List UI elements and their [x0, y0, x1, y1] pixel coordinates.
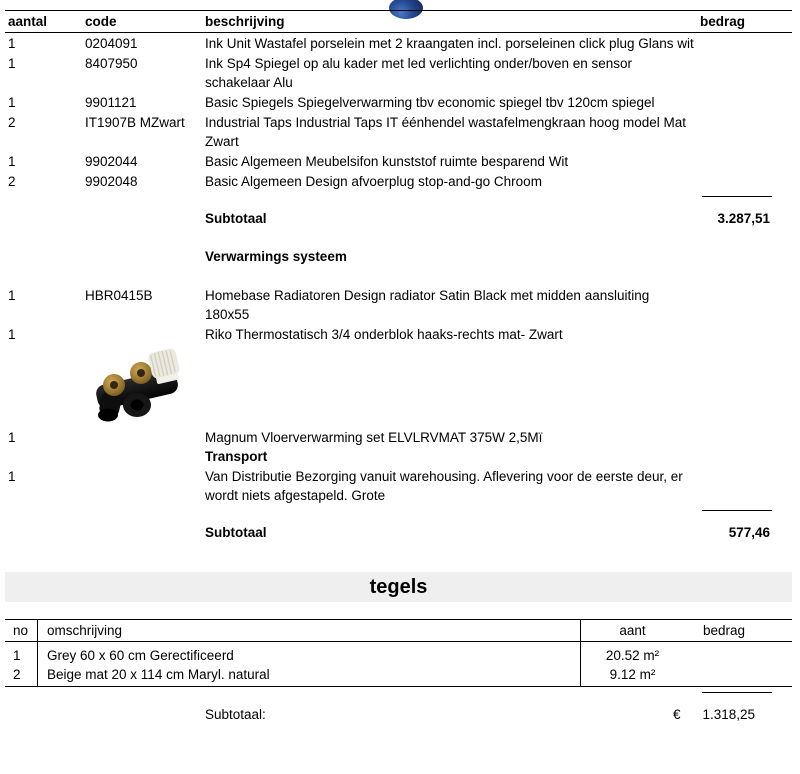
tegels-table-header	[5, 620, 792, 642]
radiator-valve-product-photo	[88, 344, 192, 427]
tegels-subtotal-row	[5, 705, 792, 724]
amount-cell	[685, 646, 792, 665]
description-cell: Basic Spiegels Spiegelverwarming tbv economic spiegel tbv 120cm spiegel	[205, 95, 655, 110]
item-row	[5, 324, 792, 344]
table-vertical-divider	[580, 620, 581, 686]
column-header-bedrag: bedrag	[702, 623, 745, 638]
subtotal-row	[5, 523, 792, 542]
qty-cell: 2	[8, 174, 16, 189]
qty-cell: 1	[8, 154, 16, 169]
column-header-beschrijving: beschrijving	[205, 14, 285, 29]
tegels-section-band: tegels	[5, 572, 792, 602]
product-photo-row	[5, 344, 792, 427]
description-cell: Industrial Taps Industrial Taps IT éénhendel wastafelmengkraan hoog model Mat Zwart	[205, 115, 687, 149]
column-header-bedrag: bedrag	[699, 14, 745, 29]
currency-symbol: €	[673, 707, 681, 722]
qty-cell: 1	[8, 430, 16, 445]
section-heading: Verwarmings systeem	[205, 249, 347, 264]
code-cell: IT1907B MZwart	[85, 115, 185, 130]
document-sheet	[5, 10, 792, 724]
section-heading-row	[5, 247, 792, 266]
tile-row	[5, 665, 792, 684]
description-cell: Ink Unit Wastafel porselein met 2 kraangaten incl. porseleinen click plug Glans wit	[205, 36, 694, 51]
qty-cell: 1	[8, 327, 16, 342]
table-vertical-divider	[37, 620, 38, 686]
subtotal-rule	[702, 510, 772, 511]
qty-cell: 1	[8, 288, 16, 303]
item-row	[5, 171, 792, 191]
no-cell: 2	[13, 667, 21, 682]
subtotal-rule	[702, 196, 772, 197]
main-table-header	[5, 10, 792, 33]
amount-cell	[695, 93, 792, 112]
subtotal-label: Subtotaal	[205, 211, 267, 226]
description-cell	[205, 428, 695, 466]
item-row	[5, 466, 792, 505]
item-row	[5, 151, 792, 171]
code-cell: 9902048	[85, 174, 138, 189]
description-text: Magnum Vloerverwarming set ELVLRVMAT 375W 2,5Mï	[205, 430, 543, 445]
description-cell: Homebase Radiatoren Design radiator Satin Black met midden aansluiting 180x55	[205, 288, 650, 322]
amount-cell	[695, 54, 792, 92]
amount-cell	[695, 152, 792, 171]
qty-cell: 2	[8, 115, 16, 130]
tegels-table-body	[5, 642, 792, 686]
description-cell: Basic Algemeen Design afvoerplug stop-and-go Chroom	[205, 174, 542, 189]
amount-cell	[695, 34, 792, 53]
column-header-no: no	[13, 623, 29, 638]
subtotal-label: Subtotaal:	[205, 707, 266, 722]
column-header-aant: aant	[619, 623, 646, 638]
qty-cell: 1	[8, 95, 16, 110]
amount-cell	[685, 665, 792, 684]
subtotal-rule	[702, 692, 772, 693]
no-cell: 1	[13, 648, 21, 663]
quote-document	[0, 10, 800, 774]
description-cell: Riko Thermostatisch 3/4 onderblok haaks-rechts mat- Zwart	[205, 327, 563, 342]
quantity-cell: 20.52 m²	[605, 648, 660, 663]
code-cell	[85, 467, 205, 505]
description-cell: Ink Sp4 Spiegel op alu kader met led verlichting onder/boven en sensor schakelaar Alu	[205, 56, 633, 90]
item-row	[5, 285, 792, 324]
amount-cell	[695, 286, 792, 324]
code-cell	[85, 428, 205, 466]
code-cell: 8407950	[85, 56, 138, 71]
amount-cell	[695, 113, 792, 151]
amount-cell	[695, 325, 792, 344]
subtotal-label: Subtotaal	[205, 525, 267, 540]
transport-subheading: Transport	[205, 449, 268, 464]
tile-row	[5, 646, 792, 665]
item-row	[5, 92, 792, 112]
item-row	[5, 33, 792, 53]
code-cell: 9902044	[85, 154, 138, 169]
description-cell: Grey 60 x 60 cm Gerectificeerd	[47, 648, 234, 663]
code-cell: 9901121	[85, 95, 137, 110]
column-header-code: code	[85, 14, 117, 29]
qty-cell: 1	[8, 36, 16, 51]
code-cell	[85, 325, 205, 344]
code-cell: HBR0415B	[85, 288, 153, 303]
item-row	[5, 53, 792, 92]
subtotal-amount: 1.318,25	[702, 707, 755, 722]
tegels-table	[5, 619, 792, 687]
subtotal-row	[5, 209, 792, 228]
subtotal-amount: 3.287,51	[717, 211, 770, 226]
description-cell: Van Distributie Bezorging vanuit warehousing. Aflevering voor de eerste deur, er wordt niets afgestapeld. Grote	[205, 469, 683, 503]
column-header-aantal: aantal	[8, 14, 48, 29]
subtotal-amount: 577,46	[728, 525, 770, 540]
item-row	[5, 112, 792, 151]
column-header-omschrijving: omschrijving	[47, 623, 123, 638]
description-cell: Basic Algemeen Meubelsifon kunststof ruimte besparend Wit	[205, 154, 569, 169]
description-cell: Beige mat 20 x 114 cm Maryl. natural	[47, 667, 270, 682]
code-cell: 0204091	[85, 36, 138, 51]
amount-cell	[695, 428, 792, 466]
amount-cell	[695, 467, 792, 505]
qty-cell: 1	[8, 469, 16, 484]
item-row	[5, 427, 792, 466]
quantity-cell: 9.12 m²	[609, 667, 656, 682]
qty-cell: 1	[8, 56, 16, 71]
amount-cell	[695, 172, 792, 191]
